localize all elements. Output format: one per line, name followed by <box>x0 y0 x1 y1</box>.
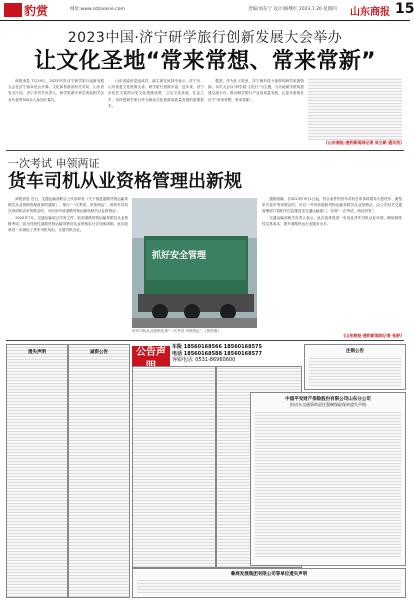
ad-phones <box>172 344 300 364</box>
photo-banner-text: 抓好安全管理 <box>152 251 207 261</box>
legal-title: 中国平安财产保险股份有限公司山东分公司 <box>285 397 371 402</box>
ad-text-block <box>309 356 401 386</box>
story1-byline: (山东商报·速豹新闻网记者 吴立新 通讯员) <box>326 140 402 145</box>
legal-table <box>255 411 401 557</box>
ad-title: 减资公告 <box>90 350 108 355</box>
masthead-bar <box>0 0 410 21</box>
story2-paragraph: 2020年7月，交通运输部已印发文件，取消道路货物运输驾驶员从业资格考试，改为经营性道路货物运输驾驶员从业资格实行告知承诺制。此次改革进一步减轻了货车司机负担，方便司机办证。 <box>8 215 128 233</box>
website-url: 网址:www.sdzaoxne.com <box>70 7 125 12</box>
ad-title: 注销公告 <box>346 349 364 354</box>
paper-name: 山东商报 <box>350 7 390 18</box>
ads-divider <box>6 340 404 341</box>
ad-column-left <box>6 344 68 598</box>
story2-paragraph: 交通运输部相关负责人表示，此次改革将进一步优化货车司机从业环境，降低制度性交易成本，提升道路货运行业服务水平。 <box>262 215 402 226</box>
section-logo-icon <box>4 3 22 17</box>
notice-badge-wrap <box>132 346 170 362</box>
story1-column-4 <box>308 78 402 140</box>
ad-title: 遗失声明 <box>28 350 46 355</box>
ad-column-left-2 <box>68 344 130 598</box>
legal-subtitle: 机动车交通事故责任强制保险保单遗失声明 <box>290 402 366 407</box>
story1-column-1 <box>8 78 104 148</box>
photo-caption: 货车司机从业资格实现“一次考试 申领两证”。(资料图) <box>132 329 219 333</box>
story2-column-3 <box>262 196 402 330</box>
ad-phone-line: 车险 18560168566 18560168575 <box>172 344 263 350</box>
ad-phone-line: 客服电话: 0531-86960600 <box>172 357 236 363</box>
story1-paragraph: 山东省政协党组成员、副主席在致辞中表示，济宁市、山东省是文化资源大省，研学旅行资源丰富。近年来，济宁市依托丰富的历史文化资源优势，立足文化圣地、孔孟之乡，坚持把研学旅行作为推动文化旅游高质量发展的重要抓手。 <box>108 79 204 108</box>
truck-photo-image <box>132 198 257 328</box>
story1-headline: 让文化圣地“常来常想、常来常新” <box>34 49 376 74</box>
page-number: 15 <box>395 1 414 17</box>
notice-badge: 公告声 <box>132 346 170 374</box>
section-divider <box>6 150 404 151</box>
story2-paragraph: 通知明确，自2023年9月1日起，符合条件的货车司机在申请或增驾大型货车、重型牵引挂车等驾驶证时，可以一并申请道路货物运输驾驶员从业资格证，由公安机关交通管理部门将相关信息推送至交通运输部门，实现“一次考试、两证同发”。 <box>262 197 402 214</box>
ad-notice-right <box>304 344 406 390</box>
ad-phone-line: 电话 18560168588 18560168577 <box>172 350 263 357</box>
story1-column-3 <box>208 78 304 148</box>
bottom-notice-text <box>137 579 401 593</box>
edition-info: 责编/刘东宁 设计/路继红 2023.7.20 星期四 <box>248 7 337 12</box>
story2-byline: (山东商报·速豹新闻网记者 张舒) <box>343 333 402 338</box>
legal-notice <box>250 392 406 566</box>
story1-column-2 <box>108 78 204 148</box>
story2-headline: 货车司机从业资格管理出新规 <box>8 171 242 192</box>
bottom-notice-title: 鲁商发展集团有限公司等单位遗失声明 <box>230 572 308 577</box>
story1-paragraph: 据悉，作为孔子故里，济宁拥有得天独厚的研学旅游资源。本次大会以“研学游·文化行”为主题，为各地研学机构搭建交流平台，推动研学旅行产业高质量发展，让更多游客在济宁“常来常想、常来常新”。 <box>208 79 304 102</box>
truck-photo <box>132 198 257 328</box>
story1-paragraph: 商报消息 7月19日，2023中国·济宁研学旅行创新发展大会在济宁曲阜尼山开幕。文化和旅游部有关司局、山东省有关厅局、济宁市有关负责人，研学旅游专家学者及相关企业代表等300余人参加开幕式。 <box>8 79 104 102</box>
story2-paragraph: 商报消息 近日，交通运输部联合公安部印发《关于推进道路货物运输驾驶员从业资格管理改革的通知》，推行“一次考试、申领两证”，即货车司机在申请机动车驾驶证时，可同步申请道路货物运输驾驶员从业资格证。 <box>8 197 128 214</box>
section-name: 豹赏 <box>24 4 49 18</box>
story2-kicker: 一次考试 申领两证 <box>8 157 100 170</box>
bottom-notice <box>132 568 406 598</box>
story1-kicker: 2023中国·济宁研学旅行创新发展大会举办 <box>67 30 343 46</box>
story2-column-1 <box>8 196 128 334</box>
ad-notices-1 <box>132 366 216 568</box>
